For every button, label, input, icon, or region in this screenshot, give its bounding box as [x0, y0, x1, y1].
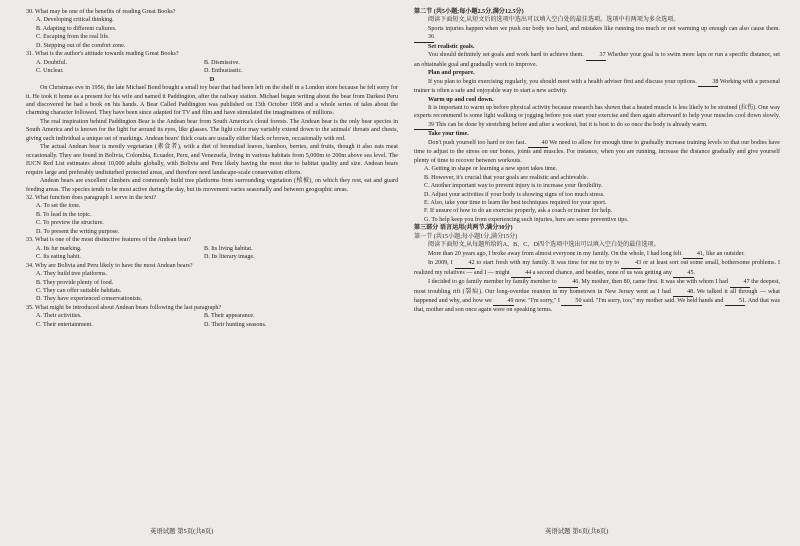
- left-column: [26, 8, 398, 329]
- passage-text: .: [693, 269, 696, 276]
- answer-option[interactable]: D. Their hunting seasons.: [204, 321, 267, 328]
- answer-blank[interactable]: 38: [698, 78, 718, 87]
- answer-option[interactable]: A. Getting in shape or learning a new sport takes time.: [424, 166, 558, 173]
- passage-text: Don't push yourself too hard or too fast.: [428, 139, 526, 146]
- answer-option[interactable]: A. Its fur marking.: [36, 245, 82, 252]
- answer-option[interactable]: B. However, it's crucial that your goals are realistic and achievable.: [424, 174, 589, 181]
- passage-text: the deepest, most troubling rift (裂痕). Our long-overdue reunion in my hometown in New Jersey went as I had: [414, 279, 781, 295]
- section-instruction: 阅读下面短文,从短文后的选项中选出可以填入空白处的最佳选项。选项中有两项为多余选项。: [428, 17, 680, 24]
- question-stem: 30. What may be one of the benefits of reading Great Books?: [26, 9, 176, 15]
- passage-text: This can be done by stretching before and after a workout, but it is best to do so once the body is already warm.: [435, 121, 708, 128]
- answer-blank[interactable]: 41: [683, 250, 703, 259]
- section-title: 第二节 (共5小题;每小题2.5分,满分12.5分): [414, 9, 524, 15]
- answer-blank[interactable]: 47: [730, 278, 750, 287]
- subheading: Plan and prepare.: [428, 70, 475, 77]
- cloze-paragraph: [414, 250, 780, 259]
- passage-text: or at least sort out some small, bothersome problems. I realized my relatives — and I — might: [414, 260, 780, 276]
- answer-option[interactable]: C. They can offer suitable habitats.: [36, 287, 122, 294]
- answer-option[interactable]: G. To help keep you from experiencing such injuries, here are some preventive tips.: [424, 216, 629, 223]
- option-row: [26, 312, 398, 320]
- answer-option[interactable]: A. They build tree platforms.: [36, 271, 107, 278]
- passage-text: said. "I'm sorry, too," my mother said. We held hands and: [583, 297, 724, 304]
- passage-paragraph: On Christmas eve in 1956, the late Michael Bond bought a small toy bear that had been left on the shelf in a London store because he felt sorry for it. He took it home as a present for his wife and named it Paddington, after the railway station. Michael began writing about the bear from Darkest Peru and discovered he had a book on his hands. A Bear Called Paddington was published on 13th October 1958 and a whole series of tales about the charming character followed. They have been since adapted for TV and film and have stimulated the imaginations of millions.: [26, 85, 398, 117]
- answer-blank[interactable]: 36: [414, 33, 434, 42]
- answer-option[interactable]: A. To set the tone.: [36, 203, 81, 210]
- passage-text: , like an outsider.: [702, 250, 745, 257]
- passage-text: You should definitely set goals and work hard to achieve them.: [428, 52, 584, 59]
- answer-blank[interactable]: 39: [414, 121, 434, 130]
- passage-text: We need to allow for enough time to gradually increase training levels so that our bodies have time to adjust to the stress on our bones, joints and muscles. For instance, when you are running, increase the distance gradually and give yourself plenty of time to recover between workouts.: [414, 139, 780, 164]
- question-stem: 31. What is the author's attitude towards reading Great Books?: [26, 51, 179, 58]
- answer-option[interactable]: A. Developing critical thinking.: [36, 17, 114, 24]
- page-footer-left: 英语试题 第5页(共8页): [150, 528, 214, 535]
- answer-blank[interactable]: 44: [511, 269, 531, 278]
- answer-blank[interactable]: 45: [673, 269, 693, 278]
- question-stem: 34. Why are Bolivia and Peru likely to have the most Andean bears?: [26, 262, 193, 269]
- passage-text: Sports injuries happen when we push our body too hard, and mistakes like running too much or not warming up enough can also cause them.: [428, 25, 780, 32]
- option-row: [26, 67, 398, 75]
- subheading: Take your time.: [428, 131, 469, 138]
- answer-option[interactable]: D. To present the writing purpose.: [36, 228, 120, 235]
- passage-text: It is important to warm up before physical activity because research has shown that a heated muscle is less likely to be strained (拉伤). One way experts recommend is some light walking or jogging before you start your exercise and then again afterward to help your muscles cool down slowly.: [414, 104, 780, 120]
- answer-option[interactable]: B. To lead in the topic.: [36, 211, 92, 218]
- passage-paragraph: The real inspiration behind Paddington Bear is the Andean bear from South America's cloud forests. The Andean bear is the only bear species in South America and is known for the light fur around its eyes, like glasses. The light color may variably extend down to the animals' throats and chests, giving each individual a unique set of markings. Andean bears' thick coats are usually either black or brown, occasionally with red.: [26, 118, 398, 142]
- answer-option[interactable]: D. Stepping out of the comfort zone.: [36, 42, 126, 49]
- answer-option[interactable]: A. Doubtful.: [36, 59, 67, 66]
- answer-option[interactable]: C. Their entertainment.: [36, 321, 93, 328]
- answer-option[interactable]: A. Their activities.: [36, 313, 82, 320]
- passage-text: I decided to go family member by family member to: [428, 279, 557, 286]
- answer-blank[interactable]: 48: [673, 288, 693, 297]
- answer-blank[interactable]: 40: [528, 139, 548, 148]
- question-stem: 32. What function does paragraph 1 serve in the text?: [26, 194, 157, 201]
- subheading: Set realistic goals.: [428, 43, 475, 50]
- passage-paragraph: [414, 25, 780, 43]
- answer-option[interactable]: C. Unclear.: [36, 68, 64, 75]
- section-title: 第一节 (共15小题;每小题1分,满分15分): [414, 233, 518, 240]
- answer-option[interactable]: B. Their appearance.: [204, 313, 255, 320]
- answer-option[interactable]: D. They have experienced conservationists.: [36, 296, 143, 303]
- passage-text: More than 20 years ago, I broke away from almost everyone in my family. On the whole, I had long felt: [428, 250, 682, 257]
- passage-text: to start fresh with my family. It was time for me to try to: [476, 260, 620, 267]
- cloze-paragraph: [414, 278, 780, 315]
- passage-text: . And that was that, mother and son once again were on speaking terms.: [414, 297, 780, 314]
- passage-text: If you plan to begin exercising regularly, you should meet with a health adviser first and discuss your options.: [428, 78, 697, 85]
- passage-paragraph: The actual Andean bear is mostly vegetarian (素食者), with a diet of bromeliad leaves, bamboo, berries, and fruits, though it also eats meat occasionally. They are found in Bolivia, Colombia, Ecuador, Peru, and Venezuela, living in various habitats from 5,000m to 200m above sea level. The IUCN Red List estimates about 10,000 adults globally, with Bolivia and Peru likely having the most due to habitat quality and size. Andean bears require large and preferably undisturbed protected areas, and therefore need landscape-scale conservation efforts.: [26, 144, 398, 176]
- passage-text: . My mother, then 80, came first. It was she with whom I had: [578, 279, 728, 286]
- answer-option[interactable]: F. If unsure of how to do an exercise properly, ask a coach or trainer for help.: [424, 208, 613, 215]
- passage-text: a second chance, and besides, none of us was getting any: [532, 269, 672, 276]
- answer-blank[interactable]: 37: [586, 51, 606, 60]
- answer-option[interactable]: B. Its living habitat.: [204, 245, 253, 252]
- answer-option[interactable]: B. Adapting to different cultures.: [36, 25, 117, 32]
- page-footer-right: 英语试题 第6页(共8页): [545, 528, 609, 535]
- answer-blank[interactable]: 49: [493, 297, 513, 306]
- passage-paragraph: Andean bears are excellent climbers and commonly build tree platforms from surrounding vegetation (植被), on which they rest, eat and guard feeding areas. The species tends to be most active during the day, but its movement varies seasonally and between geographic areas.: [26, 178, 398, 193]
- answer-blank[interactable]: 42: [455, 259, 475, 268]
- answer-option[interactable]: D. Its literary image.: [204, 254, 255, 261]
- answer-option[interactable]: C. Its eating habit.: [36, 254, 81, 261]
- answer-option[interactable]: C. Escaping from the real life.: [36, 34, 110, 41]
- question-stem: 35. What might be introduced about Andean bears following the last paragraph?: [26, 304, 222, 311]
- section-instruction: 阅读下面短文,从每题所给的A、B、C、D四个选项中选出可以填入空白处的最佳选项。: [428, 242, 660, 249]
- subheading: Warm up and cool down.: [428, 96, 494, 103]
- answer-option[interactable]: C. Another important way to prevent injury is to increase your flexibility.: [424, 183, 603, 190]
- passage-paragraph: [414, 104, 780, 130]
- answer-blank[interactable]: 46: [558, 278, 578, 287]
- option-row: [26, 245, 398, 253]
- right-column: [414, 8, 780, 315]
- passage-paragraph: [414, 139, 780, 165]
- answer-blank[interactable]: 51: [725, 297, 745, 306]
- part-title: 第三部分 语言运用(共两节,满分30分): [414, 225, 513, 232]
- passage-text: . We talked it all through — what happened and why, and how we: [414, 288, 780, 304]
- option-row: [26, 321, 398, 329]
- answer-option[interactable]: C. To preview the structure.: [36, 220, 104, 227]
- answer-option[interactable]: B. They provide plenty of food.: [36, 279, 114, 286]
- answer-option[interactable]: D. Enthusiastic.: [204, 68, 243, 75]
- passage-paragraph: [414, 51, 780, 69]
- option-row: [26, 253, 398, 261]
- passage-paragraph: [414, 78, 780, 96]
- answer-option[interactable]: E. Also, take your time to learn the best techniques required for your sport.: [424, 199, 607, 206]
- passage-heading: D: [209, 75, 215, 83]
- question-stem: 33. What is one of the most distinctive features of the Andean bear?: [26, 237, 192, 244]
- answer-blank[interactable]: 50: [561, 297, 581, 306]
- answer-option[interactable]: B. Dismissive.: [204, 59, 240, 66]
- answer-blank[interactable]: 43: [621, 259, 641, 268]
- cloze-paragraph: [414, 259, 780, 278]
- passage-text: Whether your goal is to swim more laps or run a specific distance, set an obtainable goal and gradually work to improve.: [414, 52, 781, 68]
- passage-text: Working with a personal trainer is often a safe and enjoyable way to start a new activity.: [414, 78, 780, 95]
- answer-option[interactable]: D. Adjust your activities if your body is showing signs of too much stress.: [424, 191, 605, 198]
- option-row: [26, 59, 398, 67]
- passage-text: now. "I'm sorry," I: [515, 297, 560, 304]
- passage-text: In 2009, I: [428, 260, 453, 267]
